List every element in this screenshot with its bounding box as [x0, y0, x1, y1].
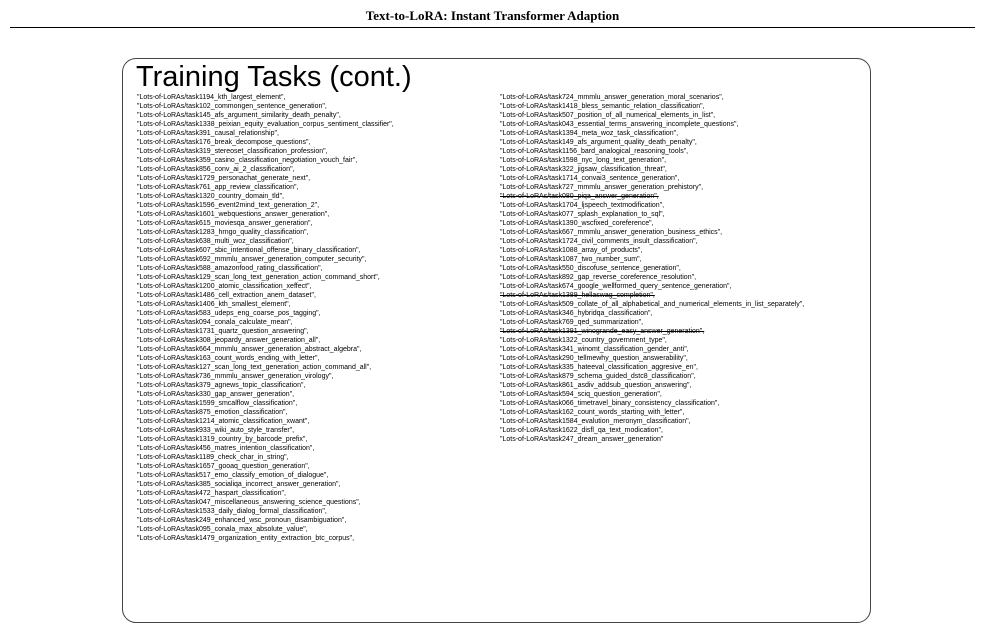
task-entry: "Lots-of-LoRAs/task319_stereoset_classification_profession", [137, 148, 328, 155]
task-entry: "Lots-of-LoRAs/task607_sbic_intentional_offense_binary_classification", [137, 247, 361, 254]
task-entry: "Lots-of-LoRAs/task1486_cell_extraction_anem_dataset", [137, 292, 316, 299]
task-entry: "Lots-of-LoRAs/task856_conv_ai_2_classification", [137, 166, 295, 173]
task-entry: "Lots-of-LoRAs/task472_haspart_classification", [137, 490, 286, 497]
task-entry: "Lots-of-LoRAs/task359_casino_classification_negotiation_vouch_fair", [137, 157, 358, 164]
task-entry: "Lots-of-LoRAs/task1533_daily_dialog_formal_classification", [137, 508, 327, 515]
task-entry: "Lots-of-LoRAs/task1714_convai3_sentence_generation", [500, 175, 680, 182]
task-entry: "Lots-of-LoRAs/task095_conala_max_absolute_value", [137, 526, 308, 533]
task-entry: "Lots-of-LoRAs/task385_socialiqa_incorrect_answer_generation", [137, 481, 341, 488]
task-entry: "Lots-of-LoRAs/task509_collate_of_all_alphabetical_and_numerical_elements_in_list_separately", [500, 301, 805, 308]
task-entry: "Lots-of-LoRAs/task1322_country_government_type", [500, 337, 667, 344]
task-entry: "Lots-of-LoRAs/task335_hateeval_classification_aggresive_en", [500, 364, 698, 371]
task-entry: "Lots-of-LoRAs/task1394_meta_woz_task_classification", [500, 130, 679, 137]
task-entry: "Lots-of-LoRAs/task1214_atomic_classification_xwant", [137, 418, 310, 425]
task-entry: "Lots-of-LoRAs/task879_schema_guided_dstc8_classification", [500, 373, 696, 380]
task-entry: "Lots-of-LoRAs/task043_essential_terms_answering_incomplete_questions", [500, 121, 739, 128]
box-title: Training Tasks (cont.) [136, 61, 412, 93]
running-header: Text-to-LoRA: Instant Transformer Adaption [365, 8, 620, 23]
task-entry: "Lots-of-LoRAs/task379_agnews_topic_classification", [137, 382, 306, 389]
task-entry: "Lots-of-LoRAs/task1320_country_domain_tld", [137, 193, 284, 200]
task-entry: "Lots-of-LoRAs/task077_splash_explanation_to_sql", [500, 211, 665, 218]
task-entry: "Lots-of-LoRAs/task330_gap_answer_generation", [137, 391, 295, 398]
task-entry: "Lots-of-LoRAs/task861_asdiv_addsub_question_answering", [500, 382, 692, 389]
task-entry: "Lots-of-LoRAs/task933_wiki_auto_style_transfer", [137, 427, 295, 434]
task-entry: "Lots-of-LoRAs/task1704_ljspeech_textmodification", [500, 202, 665, 209]
task-entry: "Lots-of-LoRAs/task1088_array_of_products", [500, 247, 643, 254]
task-entry: "Lots-of-LoRAs/task1194_kth_largest_element", [137, 94, 286, 101]
training-tasks-box [122, 58, 871, 623]
task-entry: "Lots-of-LoRAs/task674_google_wellformed_query_sentence_generation", [500, 283, 732, 290]
task-entry: "Lots-of-LoRAs/task638_multi_woz_classification", [137, 238, 294, 245]
task-entry: "Lots-of-LoRAs/task692_mmmlu_answer_generation_computer_security", [137, 256, 367, 263]
task-entry: "Lots-of-LoRAs/task1729_personachat_generate_next", [137, 175, 311, 182]
task-entry: "Lots-of-LoRAs/task341_winomt_classification_gender_anti", [500, 346, 689, 353]
task-entry: "Lots-of-LoRAs/task1338_peixian_equity_evaluation_corpus_sentiment_classifier", [137, 121, 394, 128]
task-entry: "Lots-of-LoRAs/task145_afs_argument_similarity_death_penalty", [137, 112, 341, 119]
task-entry: "Lots-of-LoRAs/task162_count_words_starting_with_letter", [500, 409, 685, 416]
task-entry: "Lots-of-LoRAs/task1596_event2mind_text_generation_2", [137, 202, 320, 209]
task-entry: "Lots-of-LoRAs/task1156_bard_analogical_reasoning_tools", [500, 148, 689, 155]
task-entry: "Lots-of-LoRAs/task727_mmmlu_answer_generation_prehistory", [500, 184, 704, 191]
task-entry: "Lots-of-LoRAs/task724_mmmlu_answer_generation_moral_scenarios", [500, 94, 724, 101]
left-task-column [137, 93, 482, 543]
right-task-column [500, 93, 862, 444]
task-entry: "Lots-of-LoRAs/task517_emo_classify_emotion_of_dialogue", [137, 472, 329, 479]
task-entry: "Lots-of-LoRAs/task066_timetravel_binary_consistency_classification", [500, 400, 720, 407]
task-entry: "Lots-of-LoRAs/task129_scan_long_text_generation_action_command_short", [137, 274, 380, 281]
task-entry: "Lots-of-LoRAs/task1418_bless_semantic_relation_classification", [500, 103, 705, 110]
task-entry: "Lots-of-LoRAs/task346_hybridqa_classification", [500, 310, 653, 317]
task-entry: "Lots-of-LoRAs/task550_discofuse_sentence_generation", [500, 265, 681, 272]
task-entry: "Lots-of-LoRAs/task322_jigsaw_classification_threat", [500, 166, 667, 173]
task-entry: "Lots-of-LoRAs/task736_mmmlu_answer_generation_virology", [137, 373, 334, 380]
task-entry: "Lots-of-LoRAs/task1622_disfl_qa_text_modication", [500, 427, 663, 434]
task-entry: "Lots-of-LoRAs/task1584_evalution_meronym_classification", [500, 418, 691, 425]
task-entry: "Lots-of-LoRAs/task149_afs_argument_quality_death_penalty", [500, 139, 697, 146]
task-entry: "Lots-of-LoRAs/task127_scan_long_text_generation_action_command_all", [137, 364, 372, 371]
task-entry: "Lots-of-LoRAs/task507_position_of_all_numerical_elements_in_list", [500, 112, 716, 119]
task-entry: "Lots-of-LoRAs/task1283_hrngo_quality_classification", [137, 229, 309, 236]
task-entry: "Lots-of-LoRAs/task594_sciq_question_generation", [500, 391, 662, 398]
task-entry: "Lots-of-LoRAs/task102_commongen_sentence_generation", [137, 103, 327, 110]
task-entry: "Lots-of-LoRAs/task667_mmmlu_answer_generation_business_ethics", [500, 229, 723, 236]
task-entry: "Lots-of-LoRAs/task583_udeps_eng_coarse_pos_tagging", [137, 310, 321, 317]
task-entry: "Lots-of-LoRAs/task247_dream_answer_generation" [500, 436, 664, 443]
task-entry: "Lots-of-LoRAs/task163_count_words_ending_with_letter", [137, 355, 320, 362]
task-entry: "Lots-of-LoRAs/task1731_quartz_question_answering", [137, 328, 309, 335]
task-entry: "Lots-of-LoRAs/task308_jeopardy_answer_generation_all", [137, 337, 321, 344]
task-entry: "Lots-of-LoRAs/task892_gap_reverse_coreference_resolution", [500, 274, 697, 281]
task-entry: "Lots-of-LoRAs/task1087_two_number_sum", [500, 256, 642, 263]
task-entry: "Lots-of-LoRAs/task1599_smcalflow_classification", [137, 400, 298, 407]
task-entry: "Lots-of-LoRAs/task1601_webquestions_answer_generation", [137, 211, 330, 218]
task-entry: "Lots-of-LoRAs/task875_emotion_classification", [137, 409, 288, 416]
task-entry: "Lots-of-LoRAs/task094_conala_calculate_mean", [137, 319, 293, 326]
task-entry: "Lots-of-LoRAs/task1390_wscfixed_coreference", [500, 220, 654, 227]
task-entry: "Lots-of-LoRAs/task769_qed_summarization", [500, 319, 644, 326]
task-entry: "Lots-of-LoRAs/task047_miscellaneous_answering_science_questions", [137, 499, 361, 506]
task-entry: "Lots-of-LoRAs/task1200_atomic_classification_xeffect", [137, 283, 312, 290]
task-entry: "Lots-of-LoRAs/task1406_kth_smallest_element", [137, 301, 291, 308]
task-entry-struck: "Lots-of-LoRAs/task1389_hellaswag_completion", [500, 292, 655, 299]
task-entry: "Lots-of-LoRAs/task588_amazonfood_rating_classification", [137, 265, 323, 272]
task-entry: "Lots-of-LoRAs/task1189_check_char_in_string", [137, 454, 289, 461]
task-entry: "Lots-of-LoRAs/task1657_gooaq_question_generation", [137, 463, 310, 470]
task-entry: "Lots-of-LoRAs/task456_matres_intention_classification", [137, 445, 315, 452]
task-entry: "Lots-of-LoRAs/task176_break_decompose_questions", [137, 139, 311, 146]
task-entry-struck: "Lots-of-LoRAs/task080_piqa_answer_generation", [500, 193, 659, 200]
task-entry: "Lots-of-LoRAs/task1319_country_by_barcode_prefix", [137, 436, 308, 443]
task-entry: "Lots-of-LoRAs/task290_tellmewhy_question_answerability", [500, 355, 688, 362]
task-entry-struck: "Lots-of-LoRAs/task1391_winogrande_easy_answer_generation", [500, 328, 705, 335]
task-entry: "Lots-of-LoRAs/task249_enhanced_wsc_pronoun_disambiguation", [137, 517, 347, 524]
task-entry: "Lots-of-LoRAs/task1724_civil_comments_insult_classification", [500, 238, 698, 245]
task-entry: "Lots-of-LoRAs/task1479_organization_entity_extraction_btc_corpus", [137, 535, 355, 542]
task-entry: "Lots-of-LoRAs/task664_mmmlu_answer_generation_abstract_algebra", [137, 346, 362, 353]
task-entry: "Lots-of-LoRAs/task615_moviesqa_answer_generation", [137, 220, 313, 227]
task-entry: "Lots-of-LoRAs/task1598_nyc_long_text_generation", [500, 157, 667, 164]
task-entry: "Lots-of-LoRAs/task391_causal_relationship", [137, 130, 279, 137]
task-entry: "Lots-of-LoRAs/task761_app_review_classification", [137, 184, 299, 191]
header-rule [10, 27, 975, 28]
